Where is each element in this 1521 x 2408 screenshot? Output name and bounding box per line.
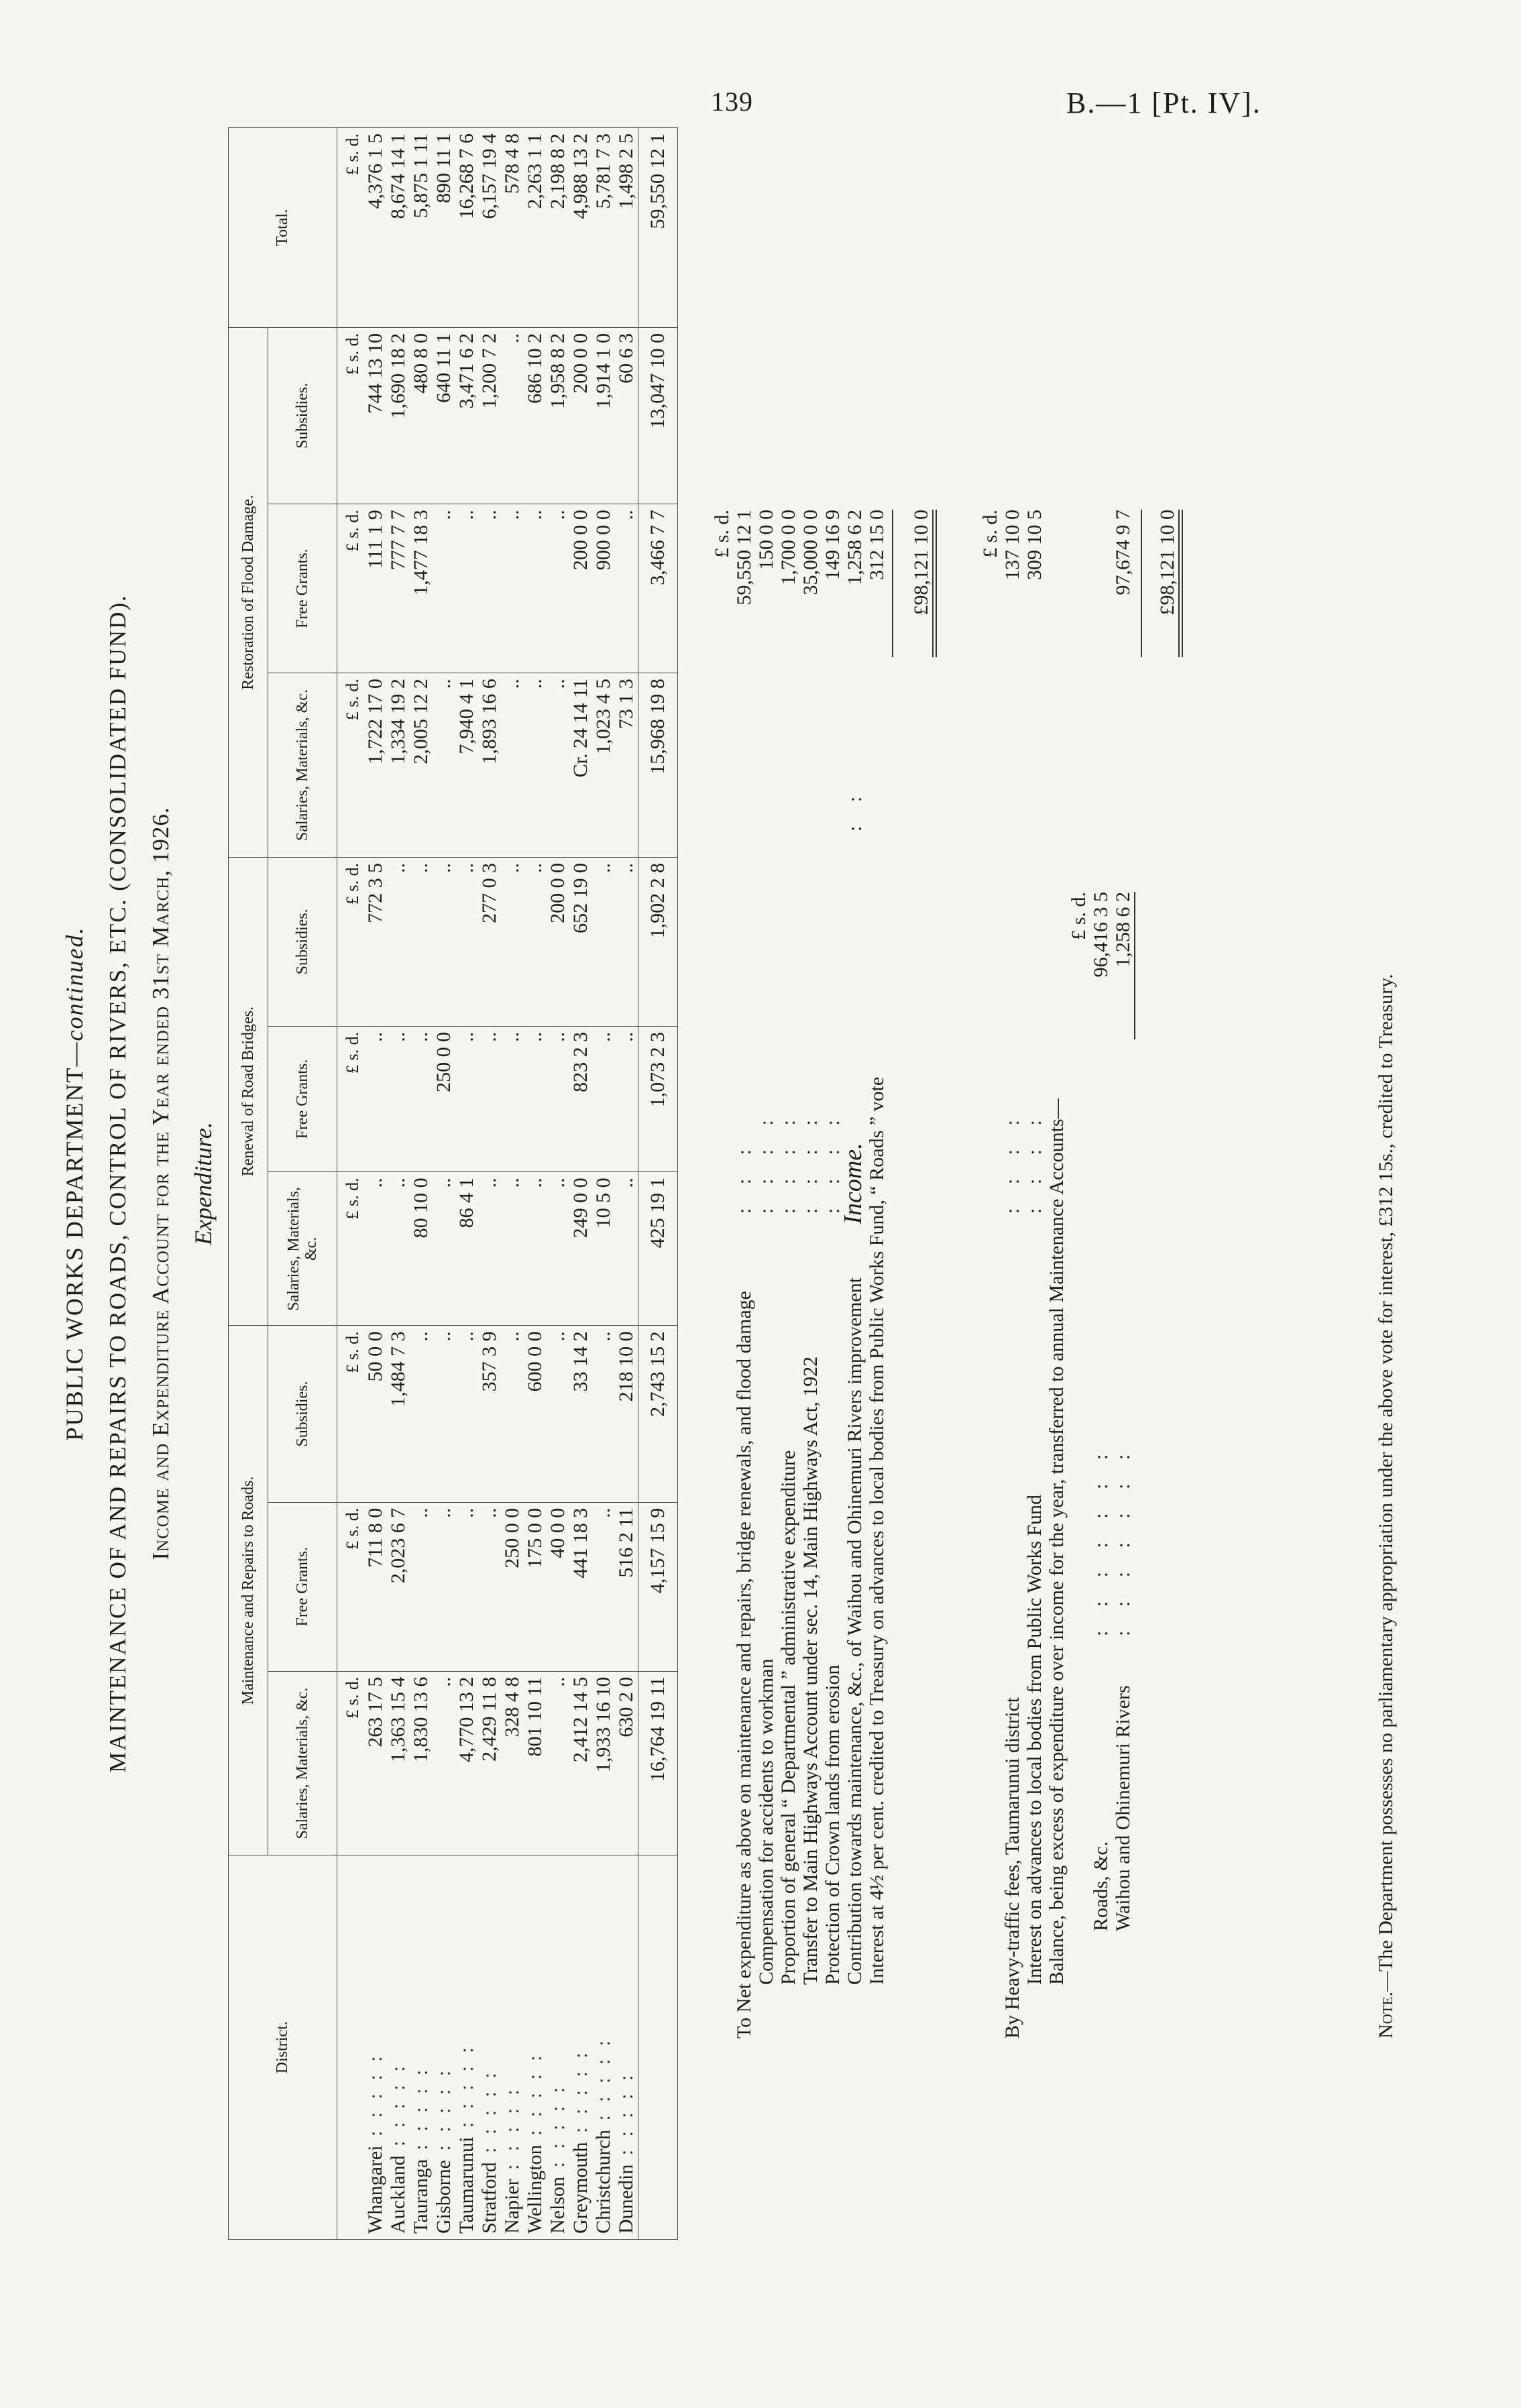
amount-cell: 744 13 10 [364,327,387,504]
amount-cell: .. [433,1502,455,1671]
group-header-bridges: Renewal of Road Bridges. [229,857,268,1325]
district-cell: Wellington : : : : : [524,1855,547,2240]
statement-line-label: Transfer to Main Highways Account under sec. 14, Main Highways Act, 1922 [799,1356,822,1985]
amount-cell: 1,914 1 0 [592,327,615,504]
amount-cell: 1,477 18 3 [410,504,433,673]
amount-cell: 578 4 8 [501,128,524,328]
amount-cell: .. [364,1026,387,1172]
units-label: £ s. d. [337,504,365,673]
amount-cell: 175 0 0 [524,1502,547,1671]
total-cell: 3,466 7 7 [638,504,678,673]
statement-line-label: Interest at 4½ per cent. credited to Treasury on advances to local bodies from Public Works Fund, “ Roads ” vote [866,1076,888,1985]
units-row [337,128,365,2240]
units-label: £ s. d. [711,510,733,558]
amount-cell: 516 2 11 [615,1502,638,1671]
amount-cell: .. [547,1671,569,1855]
statement-line-amount: 59,550 12 1 [733,510,755,606]
amount-cell: 200 0 0 [569,504,592,673]
amount-cell: .. [433,504,455,673]
amount-cell: 652 19 0 [569,857,592,1026]
total-cell: 59,550 12 1 [638,128,678,328]
table-row [478,128,501,2240]
amount-cell: .. [547,1326,569,1502]
subheader: Subsidies. [268,857,337,1026]
district-cell: Greymouth : : : : : [569,1855,592,2240]
expenditure-heading: Expenditure. [190,1122,217,1245]
district-cell: Stratford : : : : : [478,1855,501,2240]
subheader: Salaries, Materials, &c. [268,1671,337,1855]
statement-line-amount: 150 0 0 [755,510,777,570]
account-title: MAINTENANCE OF AND REPAIRS TO ROADS, CONTROL OF RIVERS, ETC. (CONSOLIDATED FUND). [105,594,131,1773]
total-cell: 1,073 2 3 [638,1026,678,1172]
expenditure-total: £98,121 10 0 [910,510,932,616]
units-label: £ s. d. [337,327,365,504]
district-cell: Taumarunui : : : : : [455,1855,478,2240]
district-name: Whangarei [364,2145,386,2234]
table-row [410,128,433,2240]
amount-cell: .. [433,1671,455,1855]
income-heading: Income. [839,1143,867,1224]
subheader: Subsidies. [268,327,337,504]
amount-cell: 4,770 13 2 [455,1671,478,1855]
expenditure-table [228,127,678,2240]
amount-cell: .. [478,1172,501,1326]
statement-line-label: Waihou and Ohinemuri Rivers [1112,1685,1134,1931]
amount-cell: 4,988 13 2 [569,128,592,328]
amount-cell: .. [455,504,478,673]
expenditure-statement: £ s. d. To Net expenditure as above on maintenance and repairs, bridge renewals, and flood damage : : : 59,550 12 1 Compensation for accidents to workman : : : : 150 0 0 Proportion of general “ Departmental ” administrative expenditure : : : : 1,700 0 0 Transfer to Main Highways Account under sec. 14, Main Highways Act, 1922 : : : : 35,000 0 0 Protection of Crown lands from erosion : : : : 149 16 9 Contribution towards maintenance, &c., of Waihou and Ohinemuri Rivers improvement : : 1,258 6 2 Interest at 4½ per cent. credited to Treasury on advances to local bodies from Public Works Fund, “ Roads ” vote 312 15 0 £98,121 10 0 [711,496,954,2039]
units-label: £ s. d. [337,1172,365,1326]
district-name: Gisborne [433,2160,455,2234]
amount-cell: .. [592,1026,615,1172]
amount-cell: 277 0 3 [478,857,501,1026]
amount-cell: 218 10 0 [615,1326,638,1502]
amount-cell: .. [387,1026,410,1172]
amount-cell: 1,498 2 5 [615,128,638,328]
district-cell: Gisborne : : : : : [433,1855,455,2240]
total-cell: 425 19 1 [638,1172,678,1326]
amount-cell: 1,334 19 2 [387,673,410,858]
total-cell: 1,902 2 8 [638,857,678,1026]
district-name: Stratford [478,2162,500,2234]
amount-cell: 1,023 4 5 [592,673,615,858]
amount-cell: 900 0 0 [592,504,615,673]
note-prefix: Note. [1375,1992,1397,2039]
amount-cell: 111 1 9 [364,504,387,673]
table-row [524,128,547,2240]
statement-line-label: Interest on advances to local bodies from Public Works Fund [1023,1494,1046,1985]
district-cell: Whangarei : : : : : [364,1855,387,2240]
amount-cell: 1,830 13 6 [410,1671,433,1855]
table-row [592,128,615,2240]
amount-cell: .. [387,1172,410,1326]
total-cell: 16,764 19 11 [638,1671,678,1855]
amount-cell: 2,023 6 7 [387,1502,410,1671]
group-header-maintenance: Maintenance and Repairs to Roads. [229,1326,268,1855]
rotated-page-body [60,127,1428,2240]
amount-cell: .. [433,1172,455,1326]
total-cell: 4,157 15 9 [638,1502,678,1671]
amount-cell: 2,198 8 2 [547,128,569,328]
amount-cell: .. [524,857,547,1026]
table-row [547,128,569,2240]
amount-cell: 823 2 3 [569,1026,592,1172]
district-cell: Auckland : : : : : [387,1855,410,2240]
amount-cell: .. [615,1172,638,1326]
table-row [433,128,455,2240]
statement-line-amount: 1,258 6 2 [1112,892,1134,968]
amount-cell: 1,958 8 2 [547,327,569,504]
income-total: £98,121 10 0 [1156,510,1178,616]
units-label: £ s. d. [337,1026,365,1172]
amount-cell: .. [478,504,501,673]
amount-cell: .. [455,857,478,1026]
amount-cell: .. [547,1172,569,1326]
units-label: £ s. d. [337,857,365,1026]
amount-cell: 1,363 15 4 [387,1671,410,1855]
amount-cell: .. [524,504,547,673]
department-heading: PUBLIC WORKS DEPARTMENT—continued. [61,926,88,1441]
amount-cell: 5,875 1 11 [410,128,433,328]
footnote [1375,974,1398,2039]
district-name: Wellington [524,2144,546,2234]
statement-line-label: By Heavy-traffic fees, Taumarunui district [1001,1697,1023,2039]
amount-cell: .. [410,1502,433,1671]
statement-line-amount: 35,000 0 0 [799,510,822,595]
amount-cell: 8,674 14 1 [387,128,410,328]
statement-line-label: To Net expenditure as above on maintenance and repairs, bridge renewals, and flood damage [733,1291,755,2039]
total-cell: 13,047 10 0 [638,327,678,504]
amount-cell: 772 3 5 [364,857,387,1026]
amount-cell: .. [410,857,433,1026]
amount-cell: .. [615,857,638,1026]
balance-amount: 97,674 9 7 [1112,510,1134,595]
amount-cell: 2,005 12 2 [410,673,433,858]
amount-cell: 686 10 2 [524,327,547,504]
group-header-total: Total. [229,128,337,328]
amount-cell: 600 0 0 [524,1326,547,1502]
amount-cell: .. [547,504,569,673]
amount-cell: .. [524,673,547,858]
amount-cell: .. [364,1172,387,1326]
amount-cell: 1,933 16 10 [592,1671,615,1855]
units-label: £ s. d. [1068,892,1090,940]
statement-line-label: Compensation for accidents to workman [755,1658,777,1985]
statement-line-amount: 96,416 3 5 [1090,892,1112,978]
district-cell: Tauranga : : : : : [410,1855,433,2240]
units-label: £ s. d. [337,128,365,328]
district-cell: Nelson : : : : : [547,1855,569,2240]
page-number: 139 [711,87,753,117]
statement-line-amount: 1,258 6 2 [844,510,866,585]
district-cell: Napier : : : : : [501,1855,524,2240]
amount-cell: 1,200 7 2 [478,327,501,504]
subheader: Free Grants. [268,1026,337,1172]
amount-cell: 328 4 8 [501,1671,524,1855]
units-label: £ s. d. [979,510,1001,558]
amount-cell: .. [592,1502,615,1671]
amount-cell: .. [433,673,455,858]
district-name: Tauranga [410,2159,432,2234]
amount-cell: .. [433,857,455,1026]
amount-cell: .. [524,1172,547,1326]
statement-line-amount: 149 16 9 [822,510,844,580]
amount-cell: 86 4 1 [455,1172,478,1326]
units-label: £ s. d. [337,1502,365,1671]
district-name: Christchurch [592,2130,614,2234]
amount-cell: .. [524,1026,547,1172]
table-row [615,128,638,2240]
amount-cell: .. [455,1502,478,1671]
district-name: Dunedin [615,2164,637,2234]
units-label: £ s. d. [337,1671,365,1855]
amount-cell: .. [433,1326,455,1502]
amount-cell: 2,263 1 1 [524,128,547,328]
district-name: Napier [501,2179,523,2234]
amount-cell: .. [501,1326,524,1502]
account-subtitle: Income and Expenditure Account for the Year ended 31st March, 1926. [148,807,174,1560]
total-cell: 2,743 15 2 [638,1326,678,1502]
district-header: District. [229,1855,337,2240]
units-label: £ s. d. [337,1326,365,1502]
amount-cell: 200 0 0 [547,857,569,1026]
district-name: Nelson [547,2177,569,2234]
amount-cell: 1,690 18 2 [387,327,410,504]
note-text: —The Department possesses no parliamentary appropriation under the above vote for interest, £312 15s., credited to Treasury. [1375,974,1397,1992]
subheader: Subsidies. [268,1326,337,1502]
amount-cell: 250 0 0 [433,1026,455,1172]
amount-cell: .. [501,1026,524,1172]
amount-cell: 4,376 1 5 [364,128,387,328]
statement-line-amount: 312 15 0 [866,510,888,580]
group-header-flood: Restoration of Flood Damage. [229,327,268,857]
statement-line-amount: 137 10 0 [1001,510,1023,580]
amount-cell: .. [501,857,524,1026]
table-row [387,128,410,2240]
district-name: Auckland [387,2155,409,2234]
amount-cell: .. [478,1502,501,1671]
amount-cell: 2,429 11 8 [478,1671,501,1855]
district-name: Greymouth [569,2142,592,2234]
amount-cell: .. [592,857,615,1026]
amount-cell: 1,722 17 0 [364,673,387,858]
statement-line-amount: 1,700 0 0 [777,510,799,585]
amount-cell: 60 6 3 [615,327,638,504]
amount-cell: 33 14 2 [569,1326,592,1502]
amount-cell: 711 8 0 [364,1502,387,1671]
amount-cell: .. [501,1172,524,1326]
table-row [455,128,478,2240]
amount-cell: 6,157 19 4 [478,128,501,328]
units-label: £ s. d. [337,673,365,858]
amount-cell: 357 3 9 [478,1326,501,1502]
district-cell: Dunedin : : : : : [615,1855,638,2240]
amount-cell: 50 0 0 [364,1326,387,1502]
amount-cell: .. [615,1026,638,1172]
district-name: Taumarunui [455,2136,477,2234]
amount-cell: 480 8 0 [410,327,433,504]
amount-cell: 1,484 7 3 [387,1326,410,1502]
amount-cell: 250 0 0 [501,1502,524,1671]
amount-cell: 801 10 11 [524,1671,547,1855]
amount-cell: .. [410,1026,433,1172]
document-reference: B.—1 [Pt. IV]. [1066,87,1261,119]
amount-cell: 200 0 0 [569,327,592,504]
amount-cell: 1,893 16 6 [478,673,501,858]
amount-cell: 73 1 3 [615,673,638,858]
amount-cell: .. [410,1326,433,1502]
subheader: Free Grants. [268,1502,337,1671]
amount-cell: .. [547,673,569,858]
amount-cell: .. [387,857,410,1026]
amount-cell: .. [501,504,524,673]
amount-cell: 10 5 0 [592,1172,615,1326]
table-row [569,128,592,2240]
totals-row [638,128,678,2240]
statement-line-label: Contribution towards maintenance, &c., of Waihou and Ohinemuri Rivers improvement [844,1277,866,1985]
amount-cell: .. [501,673,524,858]
district-cell: Christchurch : : : : : [592,1855,615,2240]
amount-cell: 16,268 7 6 [455,128,478,328]
amount-cell: .. [455,1326,478,1502]
amount-cell: 441 18 3 [569,1502,592,1671]
amount-cell: .. [478,1026,501,1172]
subheader: Salaries, Materials, &c. [268,673,337,858]
income-statement: £ s. d. By Heavy-traffic fees, Taumarunui district : : : : 137 10 0 Interest on advances to local bodies from Public Works Fund : : : : 309 10 5 Balance, being excess of expenditure over income for the year, transferred to annual Maintenance Accounts— £ s. d. Roads, &c. : : : : : : : 96,416 3 5 Waihou and Ohinemuri Rivers : : : : : : : 1,258 6 2 97,674 9 7 £98,121 10 0 [979,496,1200,2039]
amount-cell: 40 0 0 [547,1502,569,1671]
amount-cell: 2,412 14 5 [569,1671,592,1855]
amount-cell: 630 2 0 [615,1671,638,1855]
amount-cell: .. [615,504,638,673]
amount-cell: 3,471 6 2 [455,327,478,504]
total-cell: 15,968 19 8 [638,673,678,858]
amount-cell: .. [592,1326,615,1502]
amount-cell: 7,940 4 1 [455,673,478,858]
table-row [364,128,387,2240]
amount-cell: Cr. 24 14 11 [569,673,592,858]
subheader: Salaries, Materials, &c. [268,1172,337,1326]
amount-cell: 5,781 7 3 [592,128,615,328]
amount-cell: 80 10 0 [410,1172,433,1326]
table-row [501,128,524,2240]
amount-cell: .. [455,1026,478,1172]
statement-line-amount: 309 10 5 [1023,510,1046,580]
amount-cell: 263 17 5 [364,1671,387,1855]
amount-cell: 249 0 0 [569,1172,592,1326]
amount-cell: .. [547,1026,569,1172]
statement-line-label: Protection of Crown lands from erosion [822,1664,844,1985]
amount-cell: 640 11 1 [433,327,455,504]
amount-cell: 777 7 7 [387,504,410,673]
statement-line-label: Roads, &c. [1090,1841,1112,1931]
statement-line-label: Proportion of general “ Departmental ” administrative expenditure [777,1450,799,1985]
statement-line-label: Balance, being excess of expenditure over income for the year, transferred to annual Maintenance Accounts— [1046,1098,1068,1985]
amount-cell: .. [501,327,524,504]
subheader: Free Grants. [268,504,337,673]
amount-cell: 890 11 1 [433,128,455,328]
